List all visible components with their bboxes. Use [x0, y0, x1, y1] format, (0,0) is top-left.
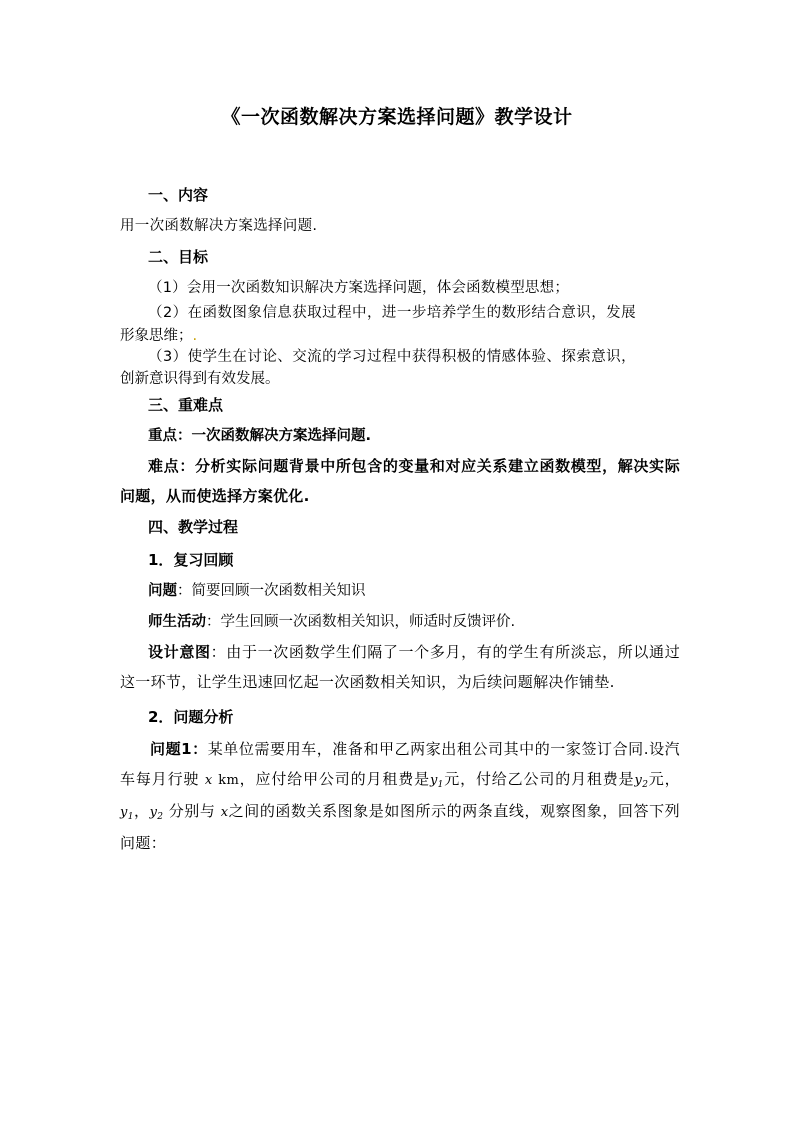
var-y2: $y_2$	[634, 773, 649, 790]
goal-item-3-line-1: （3）使学生在讨论、交流的学习过程中获得积极的情感体验、探索意识，	[148, 349, 637, 365]
goal-item-2-line-1: （2）在函数图象信息获取过程中，进一步培养学生的数形结合意识，发展	[148, 305, 637, 321]
problem-1	[120, 734, 680, 858]
section-heading-process: 四、教学过程	[148, 518, 239, 536]
key-point-label: 重点：	[148, 428, 192, 444]
problem-1-text-f: 之间的函数关系图象是如图所示的两条直线，观察图象，回答下列问题：	[120, 802, 680, 852]
teacher-student-activity	[120, 611, 680, 633]
review-question	[120, 580, 680, 602]
activity-text: ：学生回顾一次函数相关知识，师适时反馈评价.	[206, 614, 516, 630]
var-y1-b: $y_1$	[120, 805, 134, 822]
problem-1-text-d: 元，	[648, 770, 681, 788]
var-y1: $y_1$	[429, 773, 444, 790]
problem-1-text-c: 元，付给乙公司的月租费是	[443, 770, 635, 788]
var-x: x	[204, 773, 213, 788]
goal-item-3-line-2: 创新意识得到有效发展。	[120, 371, 280, 387]
review-question-text: ：简要回顾一次函数相关知识	[177, 583, 366, 599]
design-intent-text: ：由于一次函数学生们隔了一个多月，有的学生有所淡忘，所以通过这一环节，让学生迅速回忆起一次函数相关知识，为后续问题解决作铺垫.	[120, 643, 680, 691]
goal-item-2-line-2	[120, 325, 680, 347]
problem-1-label: 问题1：	[150, 740, 208, 758]
section-heading-goals: 二、目标	[148, 248, 209, 266]
difficult-point-label: 难点：	[148, 457, 195, 475]
difficult-point-text: 分析实际问题背景中所包含的变量和对应关系建立函数模型，解决实际问题，从而使选择方案优化.	[120, 457, 680, 505]
activity-label: 师生活动	[148, 614, 206, 630]
problem-1-text-b: ，应付给甲公司的月租费是	[239, 770, 430, 788]
document-title: 《一次函数解决方案选择问题》教学设计	[221, 106, 573, 128]
problem-1-text-e: 分别与	[168, 802, 216, 820]
key-point	[120, 425, 680, 447]
problem-1-text-a: 某单位需要用车，准备和甲乙两家出租公司其中的一家签订合同.设汽车每月行驶	[120, 740, 681, 788]
subsection-review: 1．复习回顾	[148, 551, 234, 569]
content-text: 用一次函数解决方案选择问题.	[120, 218, 318, 234]
review-question-label: 问题	[148, 583, 177, 599]
var-y2-b: $y_2$	[149, 805, 164, 822]
stray-mark: .	[192, 328, 198, 344]
goal-item-2-text: 形象思维；	[120, 328, 193, 344]
unit-km: km	[218, 773, 240, 788]
subsection-problem-analysis: 2．问题分析	[148, 708, 234, 726]
comma: ，	[133, 802, 150, 820]
design-intent	[120, 637, 680, 697]
difficult-point	[120, 451, 680, 511]
goal-item-1: （1）会用一次函数知识解决方案选择问题，体会函数模型思想；	[148, 280, 570, 296]
var-x-b: x	[220, 805, 229, 820]
section-heading-content: 一、内容	[148, 186, 209, 204]
section-heading-key-points: 三、重难点	[148, 396, 224, 414]
key-point-text: 一次函数解决方案选择问题.	[191, 428, 372, 444]
design-intent-label: 设计意图	[148, 643, 211, 661]
